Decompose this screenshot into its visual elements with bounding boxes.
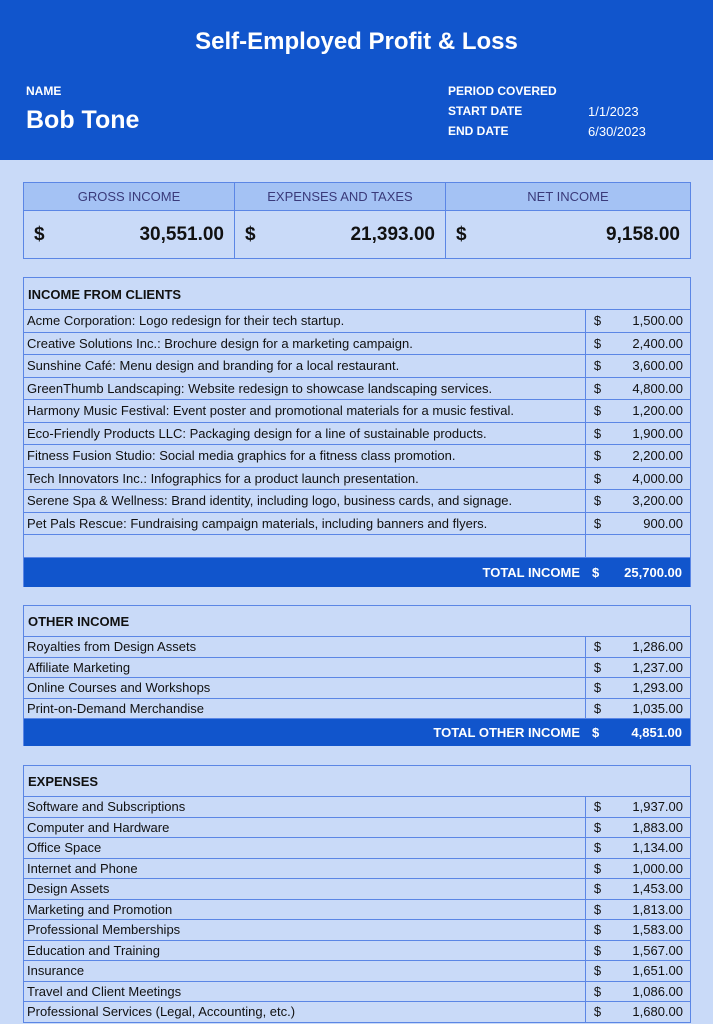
row-description: Pet Pals Rescue: Fundraising campaign materials, including banners and flyers. [27, 515, 488, 531]
currency-symbol: $ [34, 224, 45, 245]
row-amount: 900.00 [643, 515, 683, 531]
table-row [24, 859, 690, 880]
row-description: Print-on-Demand Merchandise [27, 700, 205, 716]
row-currency: $ [585, 355, 609, 377]
expenses-taxes-header: EXPENSES AND TAXES [235, 183, 446, 211]
row-currency: $ [585, 468, 609, 490]
row-currency: $ [585, 513, 609, 535]
table-row [24, 658, 690, 679]
row-amount: 1,900.00 [632, 425, 683, 441]
row-description: Office Space [27, 840, 102, 855]
table-row [24, 678, 690, 699]
table-row [24, 378, 690, 401]
row-amount: 3,600.00 [632, 358, 683, 373]
row-amount: 1,883.00 [632, 819, 683, 835]
row-amount: 1,453.00 [632, 881, 683, 896]
table-row [24, 333, 690, 356]
net-income-header: NET INCOME [446, 183, 690, 211]
row-currency: $ [585, 699, 609, 719]
row-currency: $ [585, 838, 609, 858]
gross-income-cell [24, 211, 235, 259]
income-from-clients-section [23, 277, 691, 587]
table-row [24, 637, 690, 658]
other-income-section [23, 605, 691, 746]
section-heading: INCOME FROM CLIENTS [24, 277, 690, 310]
table-row [24, 982, 690, 1003]
row-description: Software and Subscriptions [27, 799, 186, 814]
table-row [24, 900, 690, 921]
row-description: Computer and Hardware [27, 819, 170, 835]
row-amount: 1,035.00 [632, 700, 683, 716]
other-income-table [24, 637, 690, 719]
currency-symbol: $ [592, 564, 600, 580]
row-currency: $ [585, 333, 609, 355]
table-row [24, 818, 690, 839]
net-income-cell [446, 211, 690, 259]
table-row [24, 445, 690, 468]
table-row [24, 1002, 690, 1023]
total-other-income-value: 4,851.00 [631, 725, 682, 740]
row-currency: $ [585, 378, 609, 400]
currency-symbol: $ [592, 725, 600, 740]
row-description: Creative Solutions Inc.: Brochure design for a marketing campaign. [27, 335, 413, 351]
start-date-label: START DATE [448, 104, 523, 118]
row-currency [585, 535, 609, 557]
section-heading: OTHER INCOME [24, 605, 690, 637]
row-amount: 1,583.00 [632, 922, 683, 937]
row-description: GreenThumb Landscaping: Website redesign to showcase landscaping services. [27, 380, 493, 396]
row-currency: $ [585, 920, 609, 940]
row-currency: $ [585, 678, 609, 698]
net-income-value: 9,158.00 [606, 224, 680, 245]
end-date-label: END DATE [448, 124, 509, 138]
total-other-income-row [24, 719, 690, 746]
table-row [24, 513, 690, 536]
table-row [24, 961, 690, 982]
row-description: Marketing and Promotion [27, 901, 173, 917]
table-row [24, 941, 690, 962]
row-amount: 1,651.00 [632, 963, 683, 978]
row-description: Harmony Music Festival: Event poster and promotional materials for a music festival. [27, 403, 514, 418]
row-currency: $ [585, 818, 609, 838]
currency-symbol: $ [245, 224, 256, 245]
row-currency: $ [585, 879, 609, 899]
row-amount: 1,293.00 [632, 680, 683, 695]
row-amount: 4,800.00 [632, 380, 683, 396]
row-description: Insurance [27, 963, 85, 978]
table-row [24, 797, 690, 818]
table-row [24, 838, 690, 859]
total-income-row [24, 558, 690, 587]
summary-panel [23, 182, 691, 259]
table-row [24, 920, 690, 941]
row-currency: $ [585, 445, 609, 467]
row-description: Acme Corporation: Logo redesign for their tech startup. [27, 313, 345, 328]
row-currency: $ [585, 961, 609, 981]
table-row [24, 535, 690, 558]
table-row [24, 490, 690, 513]
row-currency: $ [585, 859, 609, 879]
row-amount: 1,567.00 [632, 942, 683, 958]
row-currency: $ [585, 797, 609, 817]
row-currency: $ [585, 658, 609, 678]
total-income-value: 25,700.00 [624, 564, 682, 580]
end-date-value: 6/30/2023 [588, 124, 646, 139]
row-amount: 1,500.00 [632, 313, 683, 328]
table-row [24, 400, 690, 423]
row-description: Education and Training [27, 942, 160, 958]
row-amount: 1,813.00 [632, 901, 683, 917]
row-description: Professional Memberships [27, 922, 181, 937]
row-description: Design Assets [27, 881, 110, 896]
table-row [24, 355, 690, 378]
row-amount: 1,937.00 [632, 799, 683, 814]
expenses-section [23, 765, 691, 1023]
gross-income-header: GROSS INCOME [24, 183, 235, 211]
name-value: Bob Tone [26, 106, 140, 134]
row-currency: $ [585, 490, 609, 512]
row-description: Serene Spa & Wellness: Brand identity, including logo, business cards, and signage. [27, 493, 513, 508]
row-amount: 1,134.00 [632, 840, 683, 855]
name-label: NAME [26, 84, 62, 98]
expenses-table [24, 797, 690, 1023]
total-other-income-label: TOTAL OTHER INCOME [433, 725, 580, 740]
row-description: Fitness Fusion Studio: Social media graphics for a fitness class promotion. [27, 448, 456, 463]
row-currency: $ [585, 900, 609, 920]
row-description: Travel and Client Meetings [27, 983, 182, 999]
row-amount: 1,200.00 [632, 403, 683, 418]
row-amount: 1,680.00 [632, 1004, 683, 1019]
row-description: Professional Services (Legal, Accounting, etc.) [27, 1004, 296, 1019]
report-title: Self-Employed Profit & Loss [195, 28, 518, 55]
row-amount: 1,086.00 [632, 983, 683, 999]
row-amount: 2,400.00 [632, 335, 683, 351]
row-description: Tech Innovators Inc.: Infographics for a product launch presentation. [27, 470, 419, 486]
currency-symbol: $ [456, 224, 467, 245]
row-description: Sunshine Café: Menu design and branding for a local restaurant. [27, 358, 400, 373]
row-amount: 1,286.00 [632, 639, 683, 654]
table-row [24, 699, 690, 720]
table-row [24, 879, 690, 900]
table-row [24, 423, 690, 446]
clients-table [24, 310, 690, 558]
row-currency: $ [585, 310, 609, 332]
gross-income-value: 30,551.00 [139, 224, 224, 245]
start-date-value: 1/1/2023 [588, 104, 639, 119]
table-row [24, 468, 690, 491]
row-description: Royalties from Design Assets [27, 639, 197, 654]
row-description: Online Courses and Workshops [27, 680, 211, 695]
row-currency: $ [585, 400, 609, 422]
row-amount: 2,200.00 [632, 448, 683, 463]
row-amount: 3,200.00 [632, 493, 683, 508]
report-header [0, 0, 713, 160]
expenses-taxes-value: 21,393.00 [350, 224, 435, 245]
period-label: PERIOD COVERED [448, 84, 557, 98]
row-amount: 4,000.00 [632, 470, 683, 486]
row-currency: $ [585, 1002, 609, 1022]
row-currency: $ [585, 423, 609, 445]
row-description: Eco-Friendly Products LLC: Packaging design for a line of sustainable products. [27, 425, 487, 441]
row-currency: $ [585, 941, 609, 961]
section-heading: EXPENSES [24, 765, 690, 797]
row-amount: 1,000.00 [632, 860, 683, 876]
total-income-label: TOTAL INCOME [482, 564, 580, 580]
row-currency: $ [585, 637, 609, 657]
expenses-taxes-cell [235, 211, 446, 259]
row-description: Internet and Phone [27, 860, 138, 876]
row-description: Affiliate Marketing [27, 659, 131, 675]
row-currency: $ [585, 982, 609, 1002]
table-row [24, 310, 690, 333]
row-amount: 1,237.00 [632, 659, 683, 675]
